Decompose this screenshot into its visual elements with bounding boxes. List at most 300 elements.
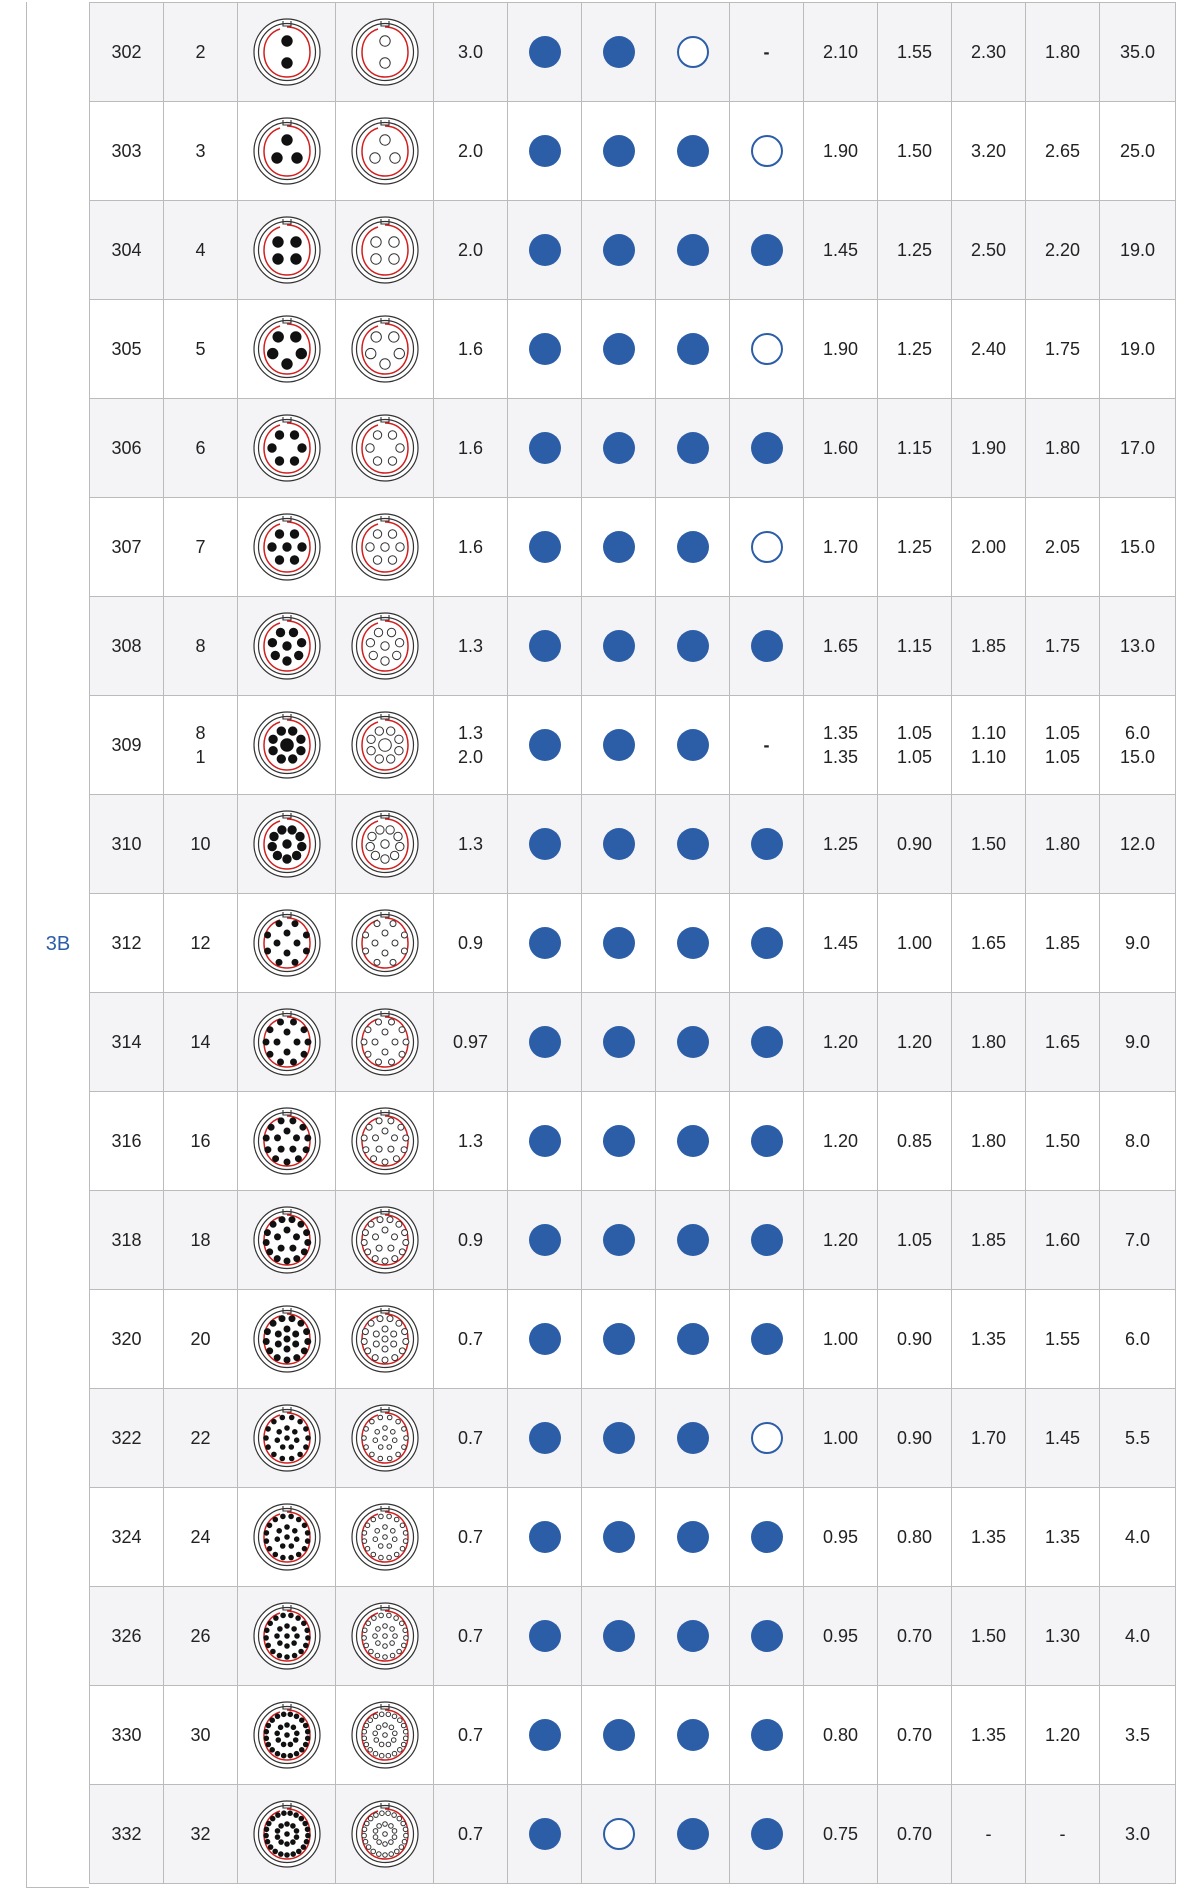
male-insert-icon [252,1205,322,1275]
table-row [89,1388,1176,1487]
contact-diameter-cell-text: 1.6 [457,438,484,458]
filled-circle-icon [751,630,783,662]
filled-circle-icon [603,630,635,662]
spec-value-cell-text: 12.0 [1119,834,1156,854]
spec-value-cell-text: 1.35 [970,1725,1007,1745]
spec-value-cell-text: 35.0 [1119,42,1156,62]
reference-cell [89,894,163,992]
spec-value-cell-text: 0.80 [822,1725,859,1745]
spec-value-cell-text: 0.70 [896,1626,933,1646]
spec-value-cell [877,1191,951,1289]
spec-value-cell [803,1785,877,1883]
female-insert-icon [350,413,420,483]
spec-value-cell-text: 1.25 [896,339,933,359]
spec-value-cell [877,1488,951,1586]
termination-cell [581,399,655,497]
spec-value-cell [1099,1092,1176,1190]
contacts-cell [163,993,237,1091]
termination-cell [507,1191,581,1289]
termination-cell [507,300,581,398]
reference-cell-text: 322 [111,1428,142,1448]
spec-value-cell [1099,399,1176,497]
spec-value-cell-text: 1.35 [970,1329,1007,1349]
filled-circle-icon [751,1224,783,1256]
termination-cell [507,894,581,992]
male-face-cell [237,1785,335,1883]
contacts-cell-text: 3 [195,141,206,161]
filled-circle-icon [677,828,709,860]
spec-value-cell [1099,1290,1176,1388]
spec-value-cell [877,3,951,101]
termination-cell [729,300,803,398]
spec-value-cell-text: 7.0 [1124,1230,1151,1250]
filled-circle-icon [751,234,783,266]
filled-circle-icon [603,1026,635,1058]
termination-cell [507,201,581,299]
filled-circle-icon [751,1323,783,1355]
spec-value-cell [1025,696,1099,794]
filled-circle-icon [529,927,561,959]
spec-value-cell [951,1290,1025,1388]
contact-diameter-cell-text: 0.7 [457,1527,484,1547]
spec-value-cell [951,597,1025,695]
spec-value-cell-text: 3.0 [1124,1824,1151,1844]
filled-circle-icon [529,1521,561,1553]
termination-cell [581,696,655,794]
filled-circle-icon [677,1620,709,1652]
spec-value-cell-text: 2.05 [1044,537,1081,557]
spec-value-cell-text: 1.70 [970,1428,1007,1448]
male-insert-icon [252,1007,322,1077]
reference-cell [89,3,163,101]
male-face-cell [237,399,335,497]
contacts-cell-text: 16 [190,1131,211,1151]
female-insert-icon [350,908,420,978]
filled-circle-icon [751,1125,783,1157]
contact-diameter-cell [433,1092,507,1190]
female-insert-icon [350,1799,420,1869]
contacts-cell [163,597,237,695]
termination-cell [581,1686,655,1784]
spec-value-cell-text: 0.75 [822,1824,859,1844]
female-face-cell [335,696,433,794]
termination-cell [507,1785,581,1883]
spec-value-cell [877,1290,951,1388]
spec-value-cell-text: 1.20 [822,1032,859,1052]
spec-value-cell [951,1686,1025,1784]
female-insert-icon [350,611,420,681]
filled-circle-icon [677,1224,709,1256]
termination-cell [507,498,581,596]
spec-value-cell-text: 0.80 [896,1527,933,1547]
spec-value-cell-text: 25.0 [1119,141,1156,161]
male-insert-icon [252,908,322,978]
male-face-cell [237,597,335,695]
spec-value-cell [951,1389,1025,1487]
contact-diameter-cell [433,993,507,1091]
spec-value-cell [1025,1587,1099,1685]
spec-value-cell [1025,1290,1099,1388]
table-row [89,1487,1176,1586]
reference-cell-text: 302 [111,42,142,62]
spec-value-cell [1099,993,1176,1091]
spec-value-cell-text: 1.90 [822,339,859,359]
filled-circle-icon [529,531,561,563]
spec-value-cell-text: 1.20 [1044,1725,1081,1745]
spec-value-cell [803,894,877,992]
spec-value-cell [877,993,951,1091]
spec-value-cell [1025,1389,1099,1487]
table-rows [89,2,1176,1888]
filled-circle-icon [529,1224,561,1256]
termination-cell [507,1092,581,1190]
male-face-cell [237,498,335,596]
contact-diameter-cell [433,1785,507,1883]
filled-circle-icon [751,1818,783,1850]
contact-diameter-cell-text: 1.3 [457,723,484,743]
spec-value-cell-text: 1.80 [1044,42,1081,62]
filled-circle-icon [677,1026,709,1058]
spec-value-cell-text: 1.80 [970,1032,1007,1052]
male-face-cell [237,1092,335,1190]
contacts-cell [163,102,237,200]
table-row [89,497,1176,596]
spec-value-cell [877,597,951,695]
spec-value-cell-text: 1.25 [896,537,933,557]
spec-value-cell-text: - [1059,1824,1066,1844]
termination-cell [581,498,655,596]
reference-cell-text: 332 [111,1824,142,1844]
male-face-cell [237,1389,335,1487]
spec-value-cell-text: 1.25 [822,834,859,854]
reference-cell [89,1389,163,1487]
spec-value-cell [1025,300,1099,398]
table-row [89,992,1176,1091]
termination-cell [655,399,729,497]
male-face-cell [237,795,335,893]
female-face-cell [335,3,433,101]
filled-circle-icon [603,135,635,167]
spec-value-cell-text: 1.60 [822,438,859,458]
spec-value-cell-text: 1.80 [1044,834,1081,854]
spec-value-cell-text: 1.45 [822,240,859,260]
female-face-cell [335,201,433,299]
spec-value-cell-text: 15.0 [1119,747,1156,767]
spec-value-cell-text: 1.35 [822,747,859,767]
termination-cell [655,102,729,200]
spec-value-cell-text: 1.65 [822,636,859,656]
filled-circle-icon [603,1719,635,1751]
termination-cell [655,1785,729,1883]
filled-circle-icon [677,1323,709,1355]
table-row [89,2,1176,101]
termination-cell [507,696,581,794]
filled-circle-icon [677,1818,709,1850]
spec-value-cell [1099,300,1176,398]
female-insert-icon [350,314,420,384]
contact-diameter-cell-text: 1.3 [457,1131,484,1151]
female-insert-icon [350,809,420,879]
male-insert-icon [252,1403,322,1473]
spec-value-cell [877,1092,951,1190]
spec-value-cell-text: 1.80 [970,1131,1007,1151]
spec-value-cell-text: 1.55 [1044,1329,1081,1349]
reference-cell [89,597,163,695]
filled-circle-icon [677,234,709,266]
contacts-cell [163,1092,237,1190]
filled-circle-icon [751,432,783,464]
spec-value-cell-text: 1.15 [896,438,933,458]
termination-cell [655,300,729,398]
spec-value-cell [1025,894,1099,992]
reference-cell [89,1785,163,1883]
spec-value-cell-text: 1.20 [822,1131,859,1151]
spec-value-cell [803,102,877,200]
spec-value-cell [951,498,1025,596]
contact-diameter-cell [433,399,507,497]
filled-circle-icon [529,333,561,365]
spec-value-cell-text: 0.95 [822,1626,859,1646]
spec-value-cell [1099,894,1176,992]
spec-value-cell-text: 0.90 [896,834,933,854]
spec-value-cell [877,399,951,497]
termination-cell [581,1092,655,1190]
spec-value-cell [1025,795,1099,893]
termination-cell [507,1389,581,1487]
female-face-cell [335,894,433,992]
female-face-cell [335,795,433,893]
spec-value-cell-text: 1.85 [1044,933,1081,953]
filled-circle-icon [751,1026,783,1058]
reference-cell-text: 320 [111,1329,142,1349]
contacts-cell-text: 20 [190,1329,211,1349]
reference-cell-text: 305 [111,339,142,359]
termination-cell [507,3,581,101]
male-insert-icon [252,314,322,384]
spec-value-cell-text: 3.5 [1124,1725,1151,1745]
spec-value-cell [1099,102,1176,200]
termination-cell [581,894,655,992]
spec-value-cell-text: 1.85 [970,636,1007,656]
contact-diameter-cell [433,597,507,695]
spec-value-cell-text: 9.0 [1124,933,1151,953]
spec-value-cell [803,696,877,794]
contacts-cell [163,1290,237,1388]
spec-value-cell [1025,3,1099,101]
termination-cell [581,597,655,695]
contacts-cell-text: 30 [190,1725,211,1745]
filled-circle-icon [603,1422,635,1454]
spec-value-cell [803,993,877,1091]
female-face-cell [335,993,433,1091]
spec-value-cell-text: 1.05 [896,723,933,743]
male-insert-icon [252,17,322,87]
reference-cell-text: 307 [111,537,142,557]
contact-diameter-cell-text: 2.0 [457,240,484,260]
male-face-cell [237,696,335,794]
spec-value-cell [951,1191,1025,1289]
termination-cell [655,1389,729,1487]
filled-circle-icon [677,1521,709,1553]
contacts-cell-text: 10 [190,834,211,854]
termination-cell [729,1587,803,1685]
contacts-cell [163,1488,237,1586]
contact-diameter-cell-text: 0.7 [457,1824,484,1844]
female-face-cell [335,597,433,695]
spec-value-cell [803,1488,877,1586]
spec-value-cell [1025,1686,1099,1784]
male-face-cell [237,1587,335,1685]
spec-value-cell [803,300,877,398]
spec-value-cell-text: 5.5 [1124,1428,1151,1448]
female-face-cell [335,1092,433,1190]
reference-cell-text: 308 [111,636,142,656]
spec-value-cell [877,498,951,596]
reference-cell-text: 314 [111,1032,142,1052]
termination-cell [655,201,729,299]
spec-value-cell-text: 1.65 [1044,1032,1081,1052]
reference-cell [89,1191,163,1289]
spec-value-cell-text: 19.0 [1119,339,1156,359]
termination-cell [581,1587,655,1685]
reference-cell [89,795,163,893]
spec-value-cell [1099,1191,1176,1289]
filled-circle-icon [603,531,635,563]
spec-value-cell [877,894,951,992]
table-row [89,1289,1176,1388]
termination-cell [729,1686,803,1784]
reference-cell-text: 324 [111,1527,142,1547]
spec-value-cell-text: 1.80 [1044,438,1081,458]
contact-diameter-cell [433,3,507,101]
reference-cell [89,1686,163,1784]
spec-value-cell [1025,201,1099,299]
spec-value-cell-text: 1.75 [1044,636,1081,656]
spec-value-cell-text: 1.70 [822,537,859,557]
contacts-cell-text: 32 [190,1824,211,1844]
filled-circle-icon [677,1125,709,1157]
spec-value-cell-text: 0.70 [896,1824,933,1844]
termination-cell [581,795,655,893]
spec-value-cell [951,399,1025,497]
contacts-cell [163,1785,237,1883]
filled-circle-icon [677,531,709,563]
spec-value-cell [877,1686,951,1784]
filled-circle-icon [603,1125,635,1157]
spec-value-cell [951,894,1025,992]
filled-circle-icon [603,828,635,860]
spec-value-cell-text: 0.90 [896,1428,933,1448]
contact-diameter-cell [433,1191,507,1289]
contacts-cell-text: 24 [190,1527,211,1547]
female-insert-icon [350,17,420,87]
table-row [89,398,1176,497]
contacts-cell-text: 8 [195,636,206,656]
spec-value-cell-text: 13.0 [1119,636,1156,656]
termination-cell [655,498,729,596]
spec-value-cell-text: - [985,1824,992,1844]
spec-value-cell [1099,795,1176,893]
spec-value-cell-text: 0.85 [896,1131,933,1151]
termination-cell [507,102,581,200]
spec-value-cell-text: 2.10 [822,42,859,62]
contacts-cell-text: 7 [195,537,206,557]
male-face-cell [237,102,335,200]
spec-value-cell-text: 1.05 [896,1230,933,1250]
spec-value-cell-text: 1.45 [1044,1428,1081,1448]
filled-circle-icon [529,1818,561,1850]
male-insert-icon [252,611,322,681]
filled-circle-icon [529,36,561,68]
termination-cell [655,696,729,794]
female-insert-icon [350,1502,420,1572]
spec-value-cell [1099,696,1176,794]
contacts-cell [163,696,237,794]
filled-circle-icon [529,1026,561,1058]
filled-circle-icon [677,927,709,959]
reference-cell-text: 304 [111,240,142,260]
spec-value-cell-text: 1.35 [1044,1527,1081,1547]
contacts-cell [163,795,237,893]
connector-spec-table [26,2,1176,1888]
female-face-cell [335,1290,433,1388]
contact-diameter-cell [433,1389,507,1487]
contacts-cell [163,201,237,299]
spec-value-cell [803,1389,877,1487]
spec-value-cell [1099,201,1176,299]
table-row [89,794,1176,893]
spec-value-cell-text: 1.30 [1044,1626,1081,1646]
contacts-cell [163,300,237,398]
male-face-cell [237,1488,335,1586]
reference-cell-text: 318 [111,1230,142,1250]
termination-cell [507,1587,581,1685]
spec-value-cell-text: 3.20 [970,141,1007,161]
spec-value-cell-text: 1.05 [1044,747,1081,767]
termination-cell [581,300,655,398]
spec-value-cell-text: 1.50 [1044,1131,1081,1151]
open-circle-icon [751,1422,783,1454]
male-insert-icon [252,512,322,582]
spec-value-cell-text: 1.10 [970,747,1007,767]
filled-circle-icon [529,630,561,662]
spec-value-cell [1099,1389,1176,1487]
open-circle-icon [751,135,783,167]
contacts-cell-text: 26 [190,1626,211,1646]
spec-value-cell [803,3,877,101]
spec-value-cell-text: 1.50 [970,834,1007,854]
male-insert-icon [252,116,322,186]
filled-circle-icon [751,927,783,959]
filled-circle-icon [529,432,561,464]
termination-cell [507,597,581,695]
male-face-cell [237,201,335,299]
spec-value-cell [951,1092,1025,1190]
contact-diameter-cell-text: 0.97 [452,1032,489,1052]
spec-value-cell [1025,102,1099,200]
female-insert-icon [350,710,420,780]
spec-value-cell-text: 2.40 [970,339,1007,359]
filled-circle-icon [529,1620,561,1652]
spec-value-cell-text: 0.95 [822,1527,859,1547]
filled-circle-icon [529,234,561,266]
female-face-cell [335,102,433,200]
table-row [89,596,1176,695]
spec-value-cell-text: 1.25 [896,240,933,260]
filled-circle-icon [677,630,709,662]
filled-circle-icon [677,1422,709,1454]
female-insert-icon [350,512,420,582]
